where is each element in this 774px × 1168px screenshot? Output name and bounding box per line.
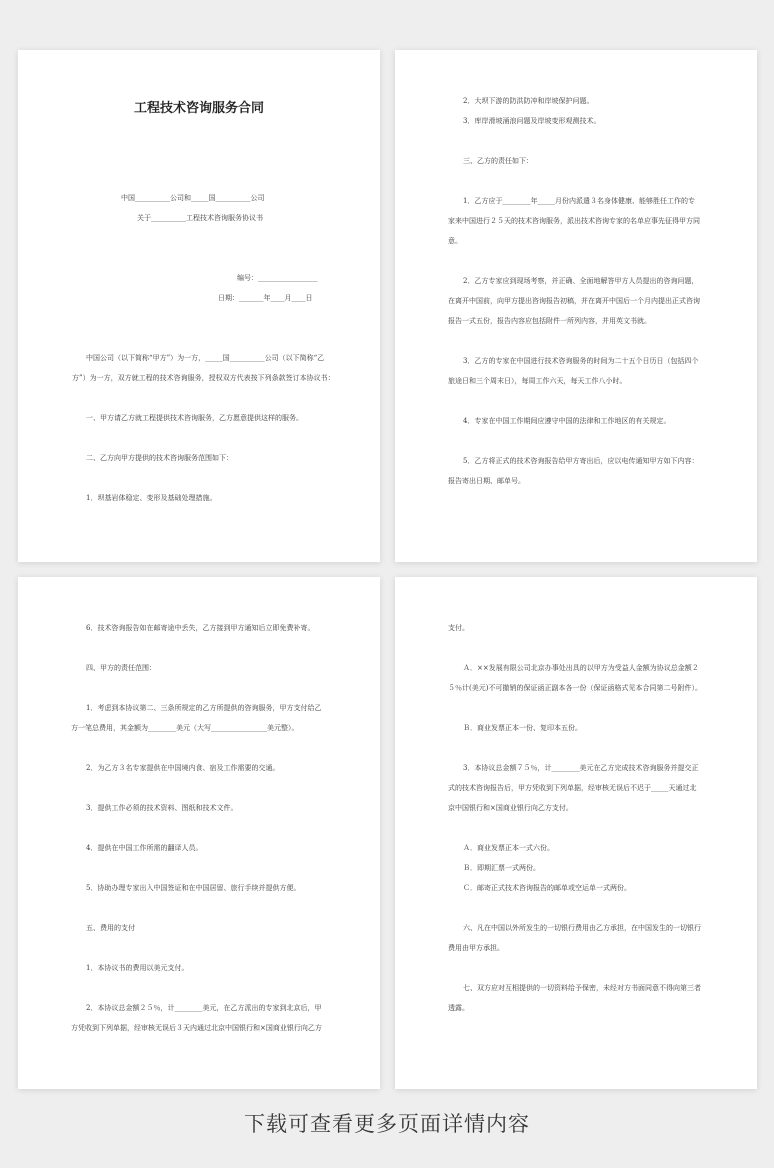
text-line: 家来中国进行２５天的技术咨询服务，派出技术咨询专家的名单应事先征得甲方同	[448, 217, 700, 225]
clause-2: 二、乙方向甲方提供的技术咨询服务范围如下：	[86, 454, 233, 462]
text-line: 5．协助办理专家出入中国签证和在中国居留、旅行手续并提供方便。	[86, 884, 301, 892]
text-line: 3．提供工作必须的技术资料、图纸和技术文件。	[86, 804, 238, 812]
intro-line-2: 方”）为一方，双方就工程的技术咨询服务，授权双方代表按下列条款签订本协议书：	[72, 374, 335, 382]
text-line: Ｂ．商业发票正本一份、复印本五份。	[463, 724, 582, 732]
text-line: 支付。	[448, 624, 469, 632]
text-line: 3．库岸滑坡涌浪问题及岸坡变形观测技术。	[463, 117, 601, 125]
text-line: 3．本协议总金额７５％，计________美元在乙方完成技术咨询服务并提交正	[463, 764, 699, 772]
text-line: 旅途日和三个周末日），每周工作六天，每天工作八小时。	[448, 377, 627, 385]
text-line: Ｂ．即期汇票一式两份。	[463, 864, 540, 872]
text-line: 透露。	[448, 1004, 469, 1012]
section-heading: 五、费用的支付	[86, 924, 135, 932]
document-page-2	[395, 50, 757, 562]
document-page-3	[18, 577, 380, 1089]
text-line: 式的技术咨询报告后，甲方凭收到下列单据，经审核无误后不迟于_____天通过北	[448, 784, 697, 792]
contract-number: 编号：_________________	[237, 274, 318, 282]
document-page-1	[18, 50, 380, 562]
text-line: 在离开中国前，向甲方提出咨询报告初稿，并在离开中国后一个月内提出正式咨询	[448, 297, 700, 305]
text-line: 3．乙方的专家在中国进行技术咨询服务的时间为二十五个日历日（包括四个	[463, 357, 699, 365]
clause-2-item-1: 1．坝基岩体稳定、变形及基础处理措施。	[86, 494, 217, 502]
contract-date: 日期：_______年____月____日	[218, 294, 313, 302]
text-line: ５％计(美元)不可撤销的保证函正副本各一份（保证函格式见本合同第二号附件）。	[448, 684, 702, 692]
document-page-4	[395, 577, 757, 1089]
text-line: 1．本协议书的费用以美元支付。	[86, 964, 189, 972]
text-line: 2．为乙方３名专家提供在中国境内食、宿及工作需要的交通。	[86, 764, 280, 772]
text-line: 2．乙方专家应到现场考察，并正确、全面地解答甲方人员提出的咨询问题，	[463, 277, 699, 285]
text-line: 4．专家在中国工作期间应遵守中国的法律和工作地区的有关规定。	[463, 417, 671, 425]
text-line: 1．考虑到本协议第二、三条所规定的乙方所提供的咨询服务，甲方支付给乙	[86, 704, 322, 712]
text-line: Ａ．商业发票正本一式六份。	[463, 844, 554, 852]
text-line: 费用由甲方承担。	[448, 944, 504, 952]
text-line: 6．技术咨询报告如在邮寄途中丢失，乙方接到甲方通知后立即免费补寄。	[86, 624, 315, 632]
text-line: 京中国银行和×国商业银行向乙方支付。	[448, 804, 573, 812]
text-line: 七、双方应对互相提供的一切资料给予保密，未经对方书面同意不得向第三者	[463, 984, 701, 992]
text-line: 方一笔总费用，其金额为________美元（大写________________美元整）。	[71, 724, 299, 732]
section-heading: 三、乙方的责任如下：	[463, 157, 533, 165]
clause-1: 一、甲方请乙方就工程提供技术咨询服务，乙方愿意提供这样的服务。	[86, 414, 303, 422]
intro-line-1: 中国公司（以下简称“甲方”）为一方，_____国__________公司（以下简称“乙	[86, 354, 325, 362]
section-heading: 四、甲方的责任范围：	[86, 664, 156, 672]
text-line: 1．乙方应于________年_____月份内派遣３名身体健康、能够胜任工作的专	[463, 197, 695, 205]
text-line: 意。	[448, 237, 462, 245]
text-line: Ｃ．邮寄正式技术咨询报告的邮单或空运单一式两份。	[463, 884, 631, 892]
download-prompt: 下载可查看更多页面详情内容	[244, 1112, 530, 1136]
text-line: 六、凡在中国以外所发生的一切银行费用由乙方承担，在中国发生的一切银行	[463, 924, 701, 932]
text-line: 报告一式五份，报告内容应包括附件一所列内容，并用英文书就。	[448, 317, 651, 325]
text-line: 5．乙方将正式的技术咨询报告给甲方寄出后，应以电传通知甲方如下内容：	[463, 457, 699, 465]
text-line: Ａ．××发展有限公司北京办事处出具的以甲方为受益人金额为协议总金额２	[463, 664, 699, 672]
parties-line: 中国__________公司和_____国__________公司	[121, 194, 265, 202]
text-line: 2．本协议总金额２５％，计________美元，在乙方派出的专家到北京后，甲	[86, 1004, 322, 1012]
text-line: 报告寄出日期、邮单号。	[448, 477, 525, 485]
text-line: 2．大坝下游的防洪防冲和岸坡保护问题。	[463, 97, 594, 105]
text-line: 方凭收到下列单据，经审核无误后３天内通过北京中国银行和×国商业银行向乙方	[71, 1024, 322, 1032]
document-title: 工程技术咨询服务合同	[133, 101, 264, 116]
text-line: 4．提供在中国工作所需的翻译人员。	[86, 844, 203, 852]
about-line: 关于__________工程技术咨询服务协议书	[137, 214, 263, 222]
